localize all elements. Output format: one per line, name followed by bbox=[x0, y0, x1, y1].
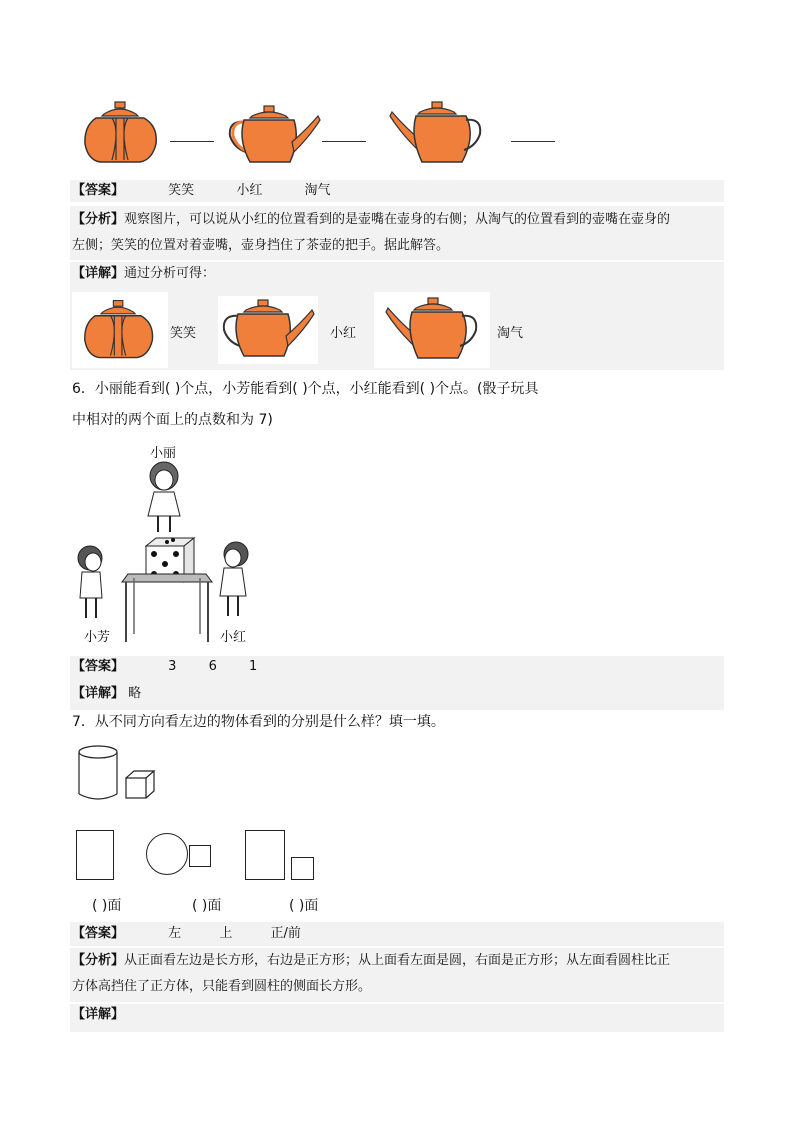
detail-line bbox=[72, 265, 215, 283]
detail-tag: 【详解】 bbox=[72, 266, 125, 281]
answer-tag: 【答案】 bbox=[72, 659, 125, 674]
analysis-text: 左侧；笑笑的位置对着壶嘴，壶身挡住了茶壶的把手。据此解答。 bbox=[72, 238, 450, 253]
teapot-right-spout-icon bbox=[226, 106, 322, 166]
answer-value: 笑笑 bbox=[168, 183, 195, 198]
blank-line bbox=[170, 141, 214, 142]
question-6-line: 6．小丽能看到( )个点，小芳能看到( )个点，小红能看到( )个点。(骰子玩具 bbox=[72, 381, 539, 397]
question-7-line: 7．从不同方向看左边的物体看到的分别是什么样？填一填。 bbox=[72, 714, 445, 730]
detail-label: 淘气 bbox=[497, 326, 524, 341]
answer-tag: 【答案】 bbox=[72, 183, 125, 198]
fill-blank-top: ( )面 bbox=[192, 898, 222, 914]
figure-label-xiaofang: 小芳 bbox=[84, 630, 111, 645]
analysis-text: 方体高挡住了正方体，只能看到圆柱的侧面长方形。 bbox=[72, 979, 372, 994]
analysis-tag: 【分析】 bbox=[72, 212, 125, 227]
detail-label: 小红 bbox=[330, 326, 357, 341]
detail-tag: 【详解】 bbox=[72, 686, 125, 701]
answer-tag: 【答案】 bbox=[72, 926, 125, 941]
blank-line bbox=[322, 141, 366, 142]
cylinder-and-cube-illustration bbox=[78, 744, 158, 804]
answer-line bbox=[72, 182, 330, 200]
view-rectangle bbox=[76, 830, 114, 880]
answer-value: 左 bbox=[168, 926, 182, 941]
analysis-line bbox=[72, 237, 449, 255]
teapot-left-spout-icon bbox=[384, 298, 480, 362]
analysis-line bbox=[72, 952, 670, 970]
fill-blank-front: ( )面 bbox=[92, 898, 122, 914]
view-square bbox=[291, 857, 314, 880]
answer-value: 淘气 bbox=[304, 183, 331, 198]
detail-text: 略 bbox=[128, 686, 142, 701]
answer-value: 上 bbox=[219, 926, 233, 941]
analysis-text: 从正面看左边是长方形，右边是正方形；从上面看左面是圆，右面是正方形；从左面看圆柱比正 bbox=[124, 953, 671, 968]
detail-label: 笑笑 bbox=[170, 326, 197, 341]
teapot-left-spout-icon bbox=[388, 102, 484, 166]
detail-text: 通过分析可得： bbox=[124, 266, 216, 281]
view-circle bbox=[146, 833, 188, 875]
analysis-line bbox=[72, 211, 670, 229]
teapot-right-spout-icon bbox=[220, 300, 316, 360]
detail-tag: 【详解】 bbox=[72, 1007, 125, 1022]
teapot-front-view-icon bbox=[82, 298, 158, 362]
detail-band bbox=[70, 1004, 724, 1032]
answer-value: 正/前 bbox=[270, 926, 301, 941]
question-6-line: 中相对的两个面上的点数和为 7) bbox=[72, 412, 273, 428]
answer-line bbox=[72, 925, 301, 943]
analysis-line bbox=[72, 978, 371, 996]
answer-value: 3 bbox=[168, 659, 177, 674]
analysis-tag: 【分析】 bbox=[72, 953, 125, 968]
answer-line bbox=[72, 658, 257, 676]
view-square bbox=[189, 845, 211, 867]
view-rectangle bbox=[245, 830, 285, 880]
fill-blank-left: ( )面 bbox=[289, 898, 319, 914]
dice-scene-illustration bbox=[72, 458, 262, 648]
teapot-front-view-icon bbox=[82, 100, 162, 166]
figure-label-xiaohong: 小红 bbox=[220, 630, 247, 645]
detail-line bbox=[72, 1006, 124, 1024]
answer-value: 小红 bbox=[236, 183, 263, 198]
detail-line bbox=[72, 685, 141, 703]
answer-value: 6 bbox=[208, 659, 217, 674]
blank-line bbox=[511, 141, 555, 142]
answer-value: 1 bbox=[249, 659, 258, 674]
analysis-text: 观察图片，可以说从小红的位置看到的是壶嘴在壶身的右侧；从淘气的位置看到的壶嘴在壶身的 bbox=[124, 212, 671, 227]
figure-label-xiaoli: 小丽 bbox=[150, 446, 177, 461]
